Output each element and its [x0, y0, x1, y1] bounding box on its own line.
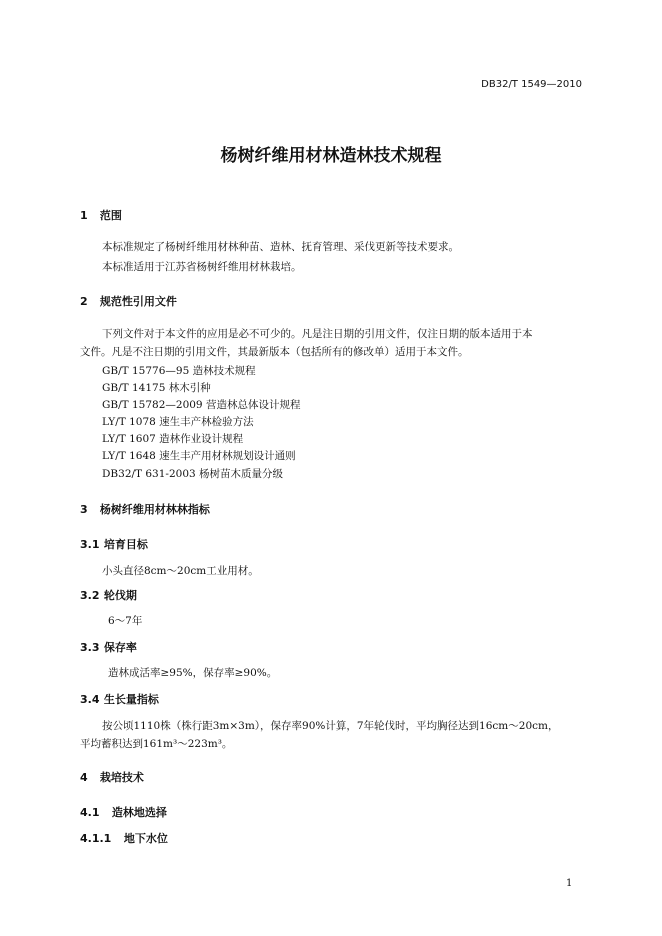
paragraph-line: 平均蓄积达到161m³～223m³。 — [80, 738, 233, 750]
section-number: 2 — [80, 295, 88, 308]
paragraph-line: 下列文件对于本文件的应用是必不可少的。凡是注日期的引用文件，仅注日期的版本适用于本 — [102, 328, 533, 340]
section-title: 杨树纤维用材林林指标 — [99, 503, 210, 516]
section-number: 3.3 — [80, 641, 100, 654]
section-number: 4.1 — [80, 806, 100, 819]
section-title: 栽培技术 — [99, 771, 144, 784]
section-4-heading — [80, 769, 144, 785]
subsection-3-2-heading — [80, 587, 137, 603]
paragraph: 6～7年 — [108, 615, 143, 627]
section-title: 规范性引用文件 — [99, 295, 177, 308]
section-title: 生长量指标 — [103, 693, 159, 706]
page-number: 1 — [566, 878, 573, 889]
section-number: 3 — [80, 503, 88, 516]
paragraph-line: 按公顷1110株（株行距3m×3m），保存率90%计算，7年轮伐时，平均胸径达到16cm～20cm， — [102, 720, 559, 732]
subsection-3-1-heading — [80, 536, 148, 552]
section-title: 地下水位 — [123, 832, 168, 845]
subsection-4-1-1-heading — [80, 830, 168, 846]
section-number: 3.4 — [80, 693, 100, 706]
paragraph: 造林成活率≥95%，保存率≥90%。 — [108, 667, 278, 679]
reference-item: GB/T 14175 林木引种 — [102, 382, 211, 394]
paragraph: 小头直径8cm～20cm工业用材。 — [102, 565, 259, 577]
reference-item: GB/T 15782—2009 营造林总体设计规程 — [102, 399, 301, 411]
subsection-3-3-heading — [80, 639, 137, 655]
reference-item: LY/T 1078 速生丰产林检验方法 — [102, 416, 254, 428]
section-number: 3.1 — [80, 538, 100, 551]
section-1-heading — [80, 207, 122, 223]
section-title: 轮伐期 — [103, 589, 137, 602]
section-number: 3.2 — [80, 589, 100, 602]
reference-item: LY/T 1648 速生丰产用材林规划设计通则 — [102, 450, 296, 462]
section-title: 造林地选择 — [111, 806, 167, 819]
paragraph: 本标准适用于江苏省杨树纤维用材林栽培。 — [102, 261, 302, 273]
section-number: 4 — [80, 771, 88, 784]
subsection-3-4-heading — [80, 691, 159, 707]
reference-item: LY/T 1607 造林作业设计规程 — [102, 433, 244, 445]
section-number: 1 — [80, 209, 88, 222]
reference-item: GB/T 15776—95 造林技术规程 — [102, 365, 256, 377]
section-3-heading — [80, 501, 210, 517]
section-title: 培育目标 — [103, 538, 148, 551]
section-number: 4.1.1 — [80, 832, 112, 845]
standard-code: DB32/T 1549—2010 — [481, 79, 582, 90]
section-title: 保存率 — [103, 641, 137, 654]
reference-item: DB32/T 631-2003 杨树苗木质量分级 — [102, 468, 284, 480]
section-title: 范围 — [99, 209, 122, 222]
paragraph-line: 文件。凡是不注日期的引用文件，其最新版本（包括所有的修改单）适用于本文件。 — [80, 346, 469, 358]
paragraph: 本标准规定了杨树纤维用材林种苗、造林、抚育管理、采伐更新等技术要求。 — [102, 241, 459, 253]
section-2-heading — [80, 293, 177, 309]
subsection-4-1-heading — [80, 804, 167, 820]
document-title: 杨树纤维用材林造林技术规程 — [220, 146, 442, 166]
